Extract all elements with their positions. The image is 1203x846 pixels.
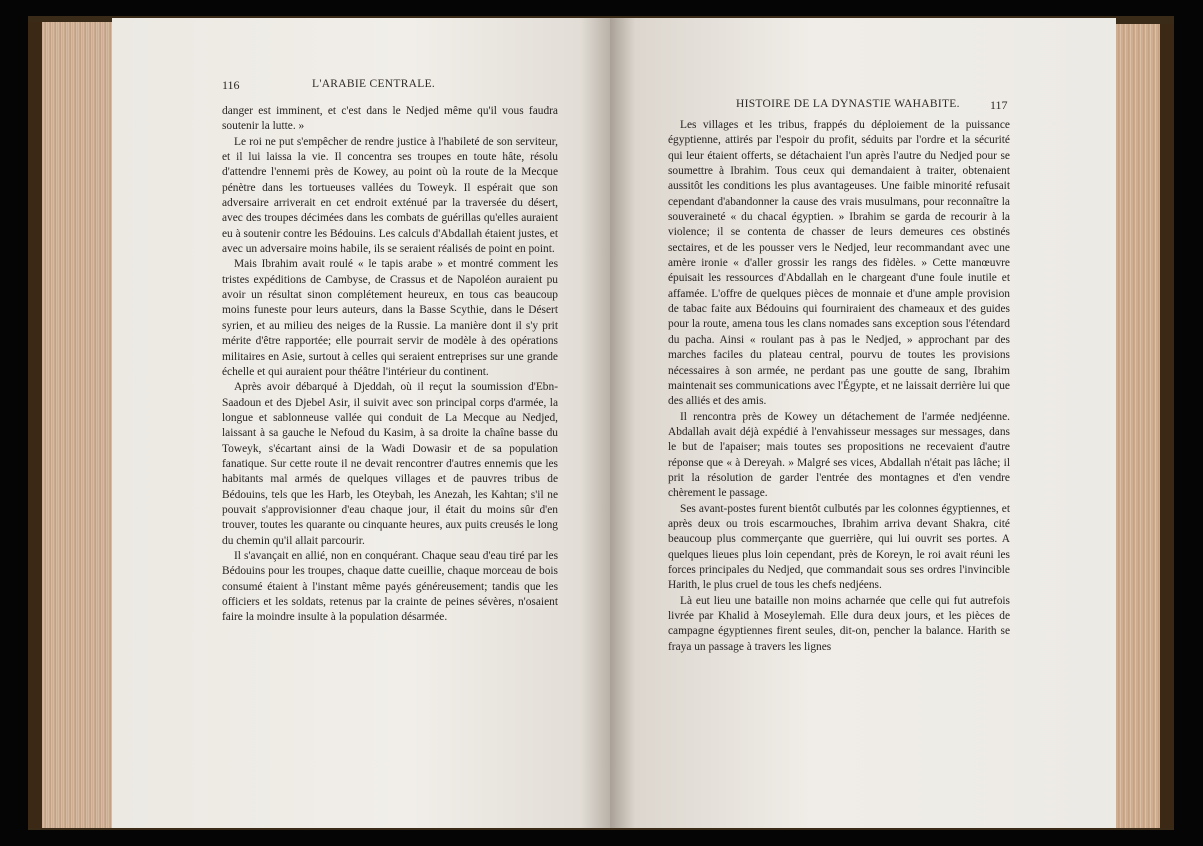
left-body-text — [222, 104, 558, 626]
left-paragraph-5: Il s'avançait en allié, non en conquérant. Chaque seau d'eau tiré par les Bédouins pour les troupes, chaque datte cueillie, chaque morceau de bois consumé étaient à l'instant même payés généreusement; tandis que les officiers et les soldats, retenus par la crainte de peines sévères, n'osaient faire la moindre insulte à la population désarmée. — [222, 549, 558, 624]
left-paragraph-4: Après avoir débarqué à Djeddah, où il reçut la soumission d'Ebn-Saadoun et des Djebel Asir, il suivit avec son principal corps d'armée, la longue et sablonneuse vallée qui conduit de La Mecque au Nedjed, laissant à sa gauche le Nefoud du Kasim, à sa droite la chaîne basse du Toweyk, s'écartant ainsi de la Wadi Dowasir et de sa population fanatique. Sur cette route il ne devait rencontrer d'autres ennemis que les habitants mal armés de quelques villages et de pauvres tribus de Bédouins, tels que les Harb, les Oteybah, les Anezah, les Kahtan; s'il ne pouvait s'approvisionner d'eau chaque jour, il était du moins sûr d'en trouver, toutes les quarante ou cinquante heures, aux puits creusés le long du chemin qu'il allait parcourir. — [222, 381, 558, 547]
right-paragraph-3: Ses avant-postes furent bientôt culbutés par les colonnes égyptiennes, et après deux ou trois escarmouches, Ibrahim arriva devant Shakra, cité beaucoup plus commerçante que guerrière, qui lui ouvrit ses portes. A quelques lieues plus loin cependant, près de Koreyn, le roi avait réuni les forces principales du Nedjed, que commandait sous ses ordres l'invincible Harith, le plus cruel de tous les chefs nedjéens. — [668, 502, 1010, 592]
left-running-head: L'ARABIE CENTRALE. — [312, 78, 436, 90]
right-page-edges — [1112, 24, 1174, 828]
right-page-number: 117 — [990, 98, 1008, 112]
right-body-text — [668, 118, 1010, 655]
right-running-head: HISTOIRE DE LA DYNASTIE WAHABITE. — [736, 98, 960, 110]
left-paragraph-3: Mais Ibrahim avait roulé « le tapis arabe » et montré comment les tristes expéditions de Cambyse, de Crassus et de Napoléon auraient pu avoir un résultat sinon complétement heureux, en tous cas beaucoup moins funeste pour leurs auteurs, dans la Basse Scythie, dans le Désert syrien, et au milieu des neiges de la Russie. La manière dont il s'y prit mérite d'être rapportée; elle pourrait servir de modèle à des opérations militaires en Asie, surtout à celles qui seraient entreprises sur une grande échelle et qui auraient pour théâtre l'intérieur du continent. — [222, 258, 558, 378]
right-paragraph-2: Il rencontra près de Kowey un détachement de l'armée nedjéenne. Abdallah avait déjà expédié à l'envahisseur messages sur messages, dans le but de l'apaiser; mais toutes ses propositions ne recevaient d'autre réponse que « à Dereyah. » Malgré ses vices, Abdallah n'était pas lâche; il prit la résolution de garder l'entrée des montagnes et d'en vendre chèrement le passage. — [668, 410, 1010, 500]
left-paragraph-1: danger est imminent, et c'est dans le Nedjed même qu'il vous faudra soutenir la lutte. » — [222, 105, 558, 133]
left-paragraph-2: Le roi ne put s'empêcher de rendre justice à l'habileté de son serviteur, et il lui laissa la vie. Il concentra ses troupes en toute hâte, résolu d'attendre l'ennemi près de Kowey, au point où la route de la Mecque pénètre dans les tortueuses vallées du Toweyk. Il espérait que son adversaire arriverait en cet endroit exténué par la traversée du désert, avec des troupes décimées dans les combats de guérillas qu'elles auraient eu à soutenir contre les Bédouins. Les calculs d'Abdallah étaient justes, et avec un adversaire moins habile, ils se seraient réalisés de point en point. — [222, 135, 558, 256]
left-page-number: 116 — [222, 78, 240, 92]
left-page-edges — [28, 22, 120, 828]
right-paragraph-4: Là eut lieu une bataille non moins acharnée que celle qui fut autrefois livrée par Khalid à Moseylemah. Elle dura deux jours, et les pièces de campagne égyptiennes firent seules, dit-on, pencher la balance. Harith se fraya un passage à travers les lignes — [668, 594, 1010, 653]
right-page — [610, 18, 1116, 828]
right-paragraph-1: Les villages et les tribus, frappés du déploiement de la puissance égyptienne, attirés par l'espoir du profit, séduits par l'ordre et la sécurité qui leur étaient offerts, se détachaient l'un après l'autre du Nedjed pour se soumettre à Ibrahim. Tous ceux qui demandaient à traiter, obtenaient aussitôt les conditions les plus avantageuses. Une faible minorité refusait cependant d'abandonner la cause des vrais musulmans, pour reconnaître la souveraineté « du chacal égyptien. » Ibrahim se garda de recourir à la violence; il se contenta de chasser de leurs demeures ces obstinés sectaires, et de les pousser vers le Nedjed, leur recommandant avec une amère ironie « d'aller grossir les rangs des fidèles. » Cette manœuvre épuisait les ressources d'Abdallah en le chargeant d'une foule inutile et affamée. L'offre de quelques pièces de monnaie et d'une ample provision de tabac faite aux Bédouins qui fourniraient des chameaux et des guides pour la route, amena tous les clans nomades sans exception sous l'étendard du pacha. Ainsi « roulant pas à pas le Nedjed, » approchant par des marches faciles du plateau central, pourvu de toutes les provisions nécessaires à son armée, ne perdant pas une goutte de sang, Ibrahim maintenait ses communications avec l'Égypte, et ne laissait derrière lui que des alliés et des amis. — [668, 119, 1010, 408]
left-page — [112, 18, 610, 828]
